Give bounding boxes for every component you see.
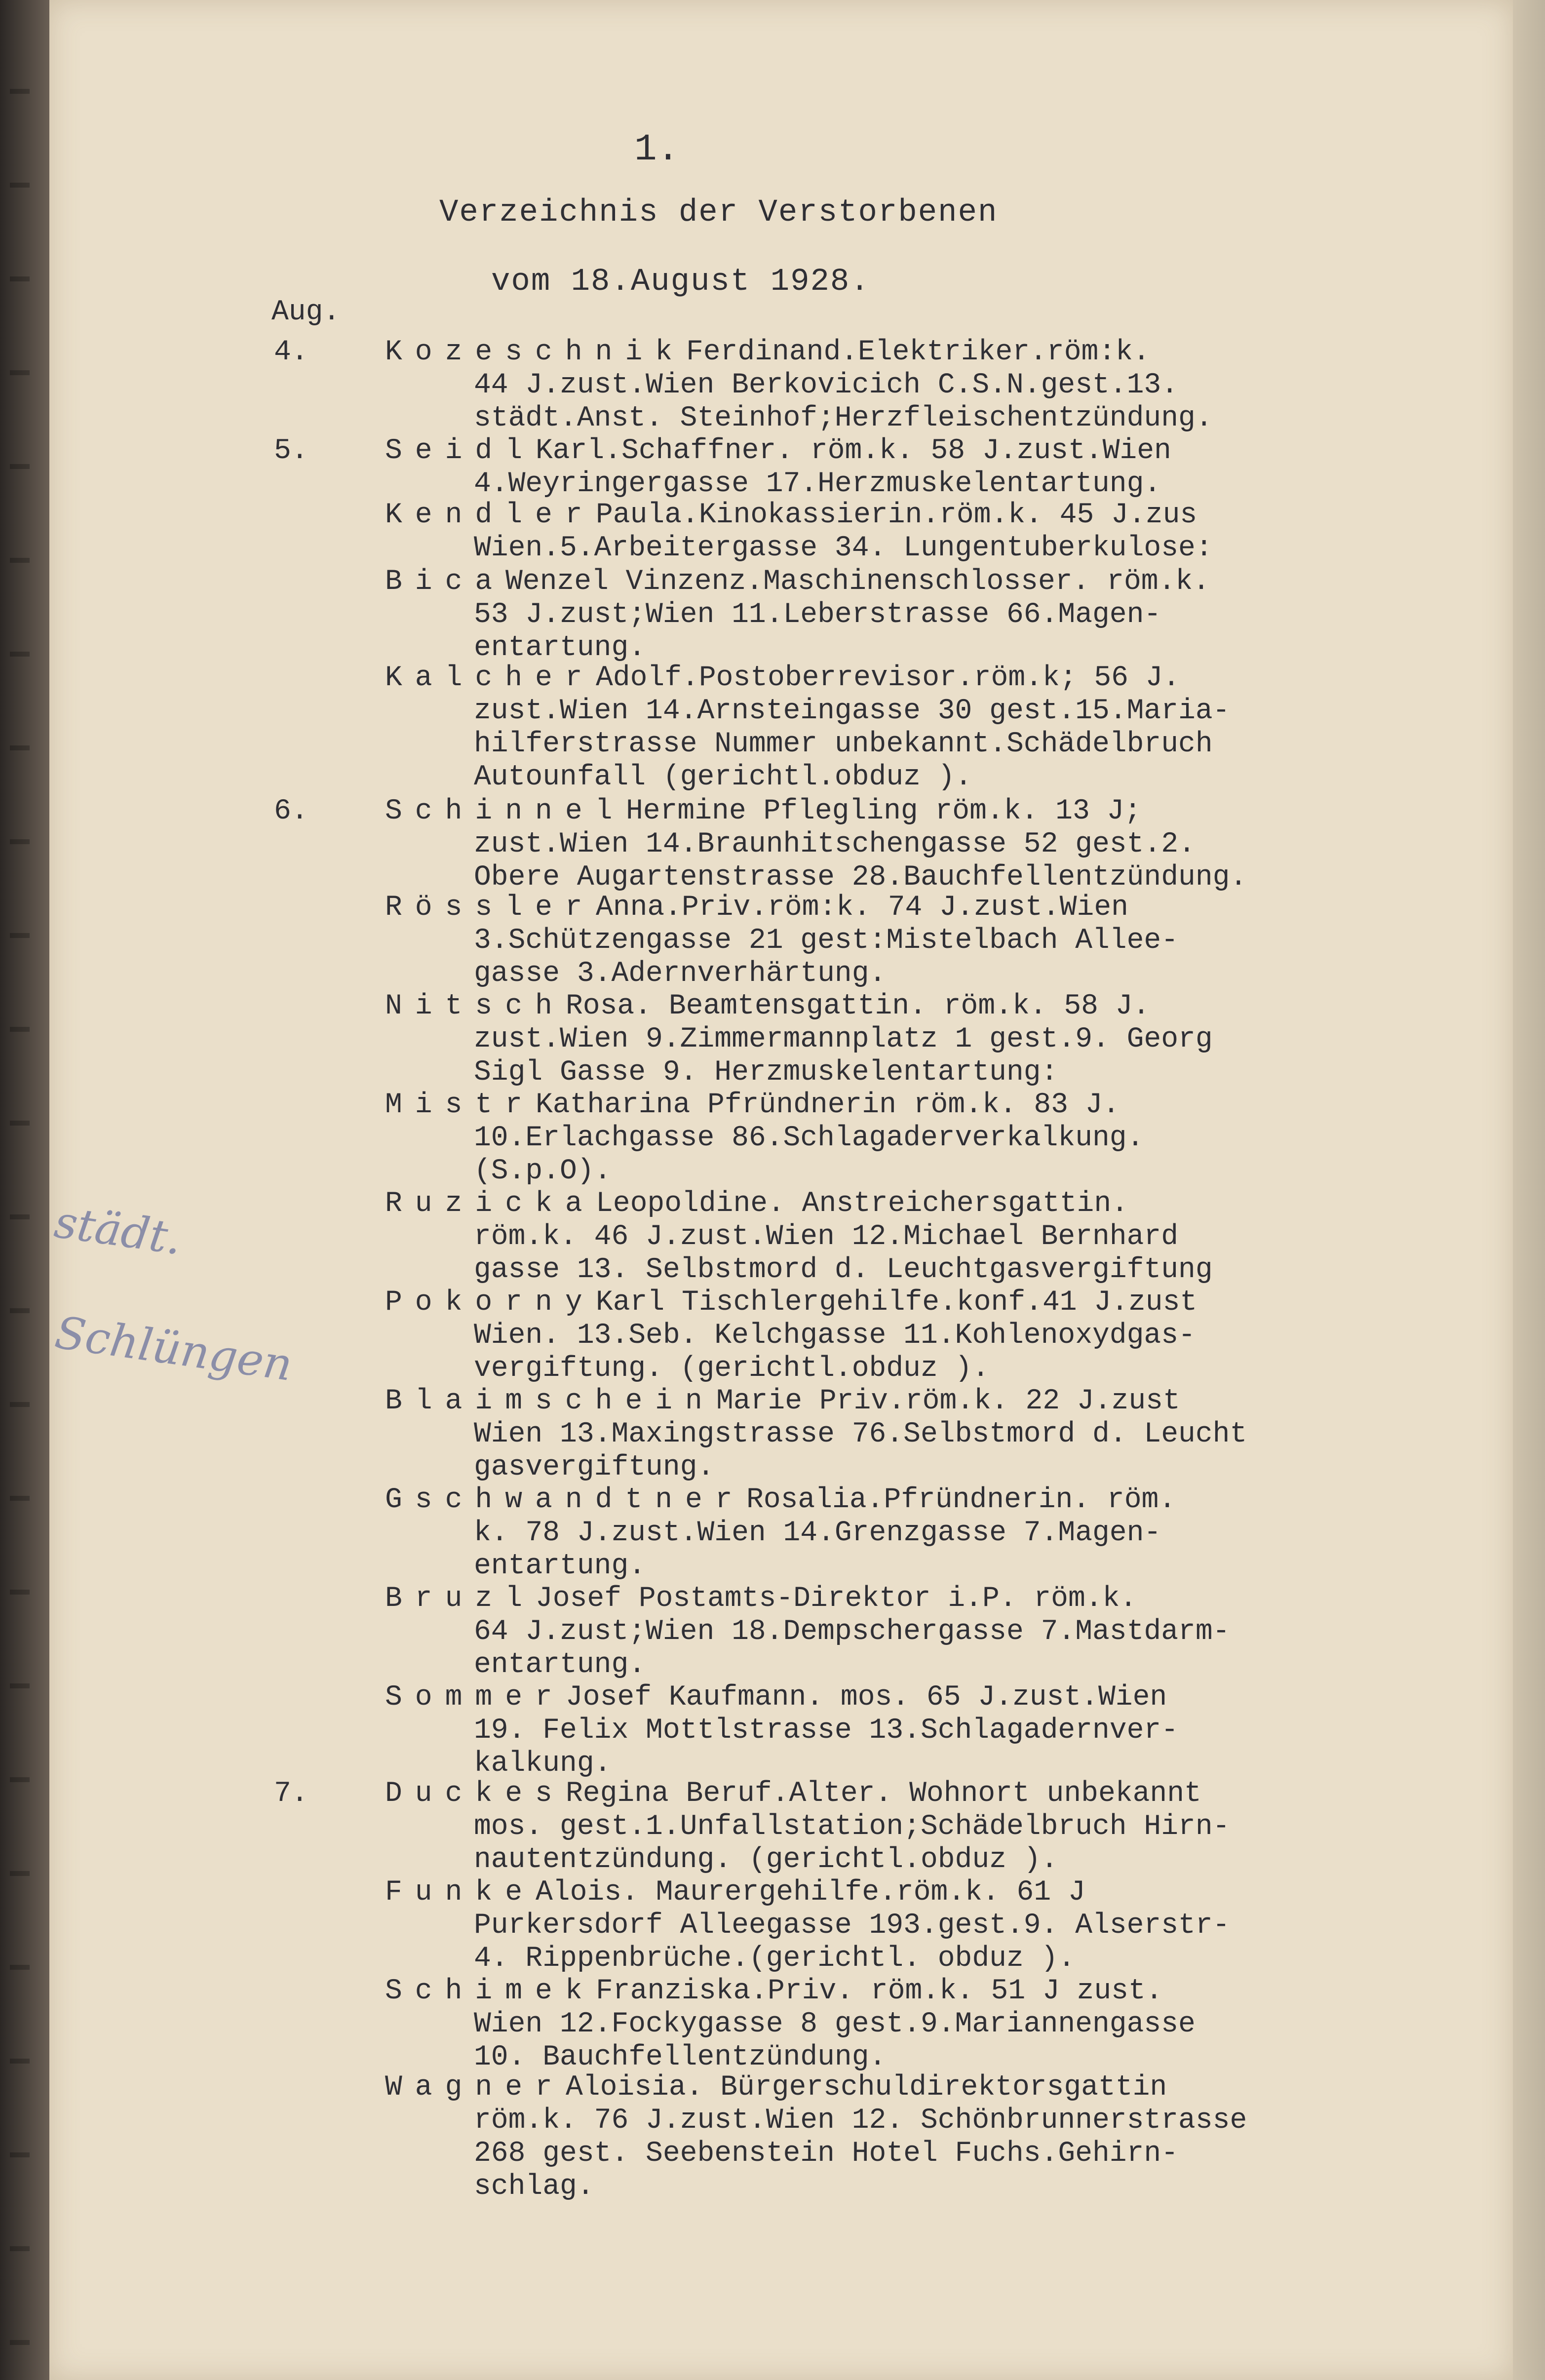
entry-line: hilferstrasse Nummer unbekannt.Schädelbruch xyxy=(474,728,1213,760)
entry-surname: Seidl xyxy=(385,435,536,467)
entry-line: Katharina Pfründnerin röm.k. 83 J. xyxy=(536,1089,1120,1121)
entry-surname: Schimek xyxy=(385,1975,595,2007)
entry-line: entartung. xyxy=(474,632,646,664)
entry-line: gasse 3.Adernverhärtung. xyxy=(474,958,887,990)
entry-day: 7. xyxy=(274,1778,309,1810)
entry-line: 19. Felix Mottlstrasse 13.Schlagadernver- xyxy=(474,1715,1179,1747)
entry-line: Karl.Schaffner. röm.k. 58 J.zust.Wien xyxy=(536,435,1171,467)
entry-surname: Nitsch xyxy=(385,990,565,1022)
entry-line: 268 gest. Seebenstein Hotel Fuchs.Gehirn- xyxy=(474,2138,1179,2170)
entry-line: Paula.Kinokassierin.röm.k. 45 J.zus xyxy=(596,499,1197,531)
entry-line: Anna.Priv.röm:k. 74 J.zust.Wien xyxy=(596,892,1128,924)
entry-line: Wien. 13.Seb. Kelchgasse 11.Kohlenoxydgas- xyxy=(474,1320,1196,1352)
entry-line: Karl Tischlergehilfe.konf.41 J.zust xyxy=(596,1287,1197,1319)
entry-line: schlag. xyxy=(474,2171,594,2203)
entry-line: 53 J.zust;Wien 11.Leberstrasse 66.Magen- xyxy=(474,599,1161,631)
entry-line: Sigl Gasse 9. Herzmuskelentartung: xyxy=(474,1056,1058,1089)
entry-line: k. 78 J.zust.Wien 14.Grenzgasse 7.Magen- xyxy=(474,1517,1161,1549)
entry-line: Leopoldine. Anstreichersgattin. xyxy=(596,1188,1128,1220)
entry-surname: Kozeschnik xyxy=(385,336,686,368)
entry-line: Wien 12.Fockygasse 8 gest.9.Mariannengasse xyxy=(474,2008,1196,2040)
entry-line: Wien.5.Arbeitergasse 34. Lungentuberkulose: xyxy=(474,532,1213,564)
entry-surname: Mistr xyxy=(385,1089,536,1121)
binding-stitches xyxy=(10,0,30,2380)
entry-day: 4. xyxy=(274,336,309,368)
entry-surname: Pokorny xyxy=(385,1287,595,1319)
entry-surname: Kendler xyxy=(385,499,595,531)
entry-line: Ferdinand.Elektriker.röm:k. xyxy=(686,336,1150,368)
entry-day: 5. xyxy=(274,435,309,467)
entry-surname: Bruzl xyxy=(385,1583,536,1615)
entry-line: 3.Schützengasse 21 gest:Mistelbach Allee- xyxy=(474,925,1179,957)
entry-line: röm.k. 46 J.zust.Wien 12.Michael Bernhard xyxy=(474,1221,1179,1253)
entry-line: Josef Postamts-Direktor i.P. röm.k. xyxy=(536,1583,1137,1615)
entry-surname: Rössler xyxy=(385,892,595,924)
entry-day: 6. xyxy=(274,795,309,827)
entry-line: mos. gest.1.Unfallstation;Schädelbruch Hirn- xyxy=(474,1811,1230,1843)
entry-line: entartung. xyxy=(474,1649,646,1681)
book-binding-edge xyxy=(0,0,49,2380)
entry-line: 10.Erlachgasse 86.Schlagaderverkalkung. xyxy=(474,1122,1144,1154)
entry-line: 4.Weyringergasse 17.Herzmuskelentartung. xyxy=(474,468,1161,500)
entry-surname: Wagner xyxy=(385,2071,565,2104)
entry-surname: Sommer xyxy=(385,1681,565,1714)
entry-line: Josef Kaufmann. mos. 65 J.zust.Wien xyxy=(566,1681,1167,1714)
month-label: Aug. xyxy=(271,296,341,328)
entry-line: gasvergiftung. xyxy=(474,1451,715,1483)
entry-surname: Duckes xyxy=(385,1778,565,1810)
entry-surname: Funke xyxy=(385,1876,536,1909)
entry-line: städt.Anst. Steinhof;Herzfleischentzündung. xyxy=(474,402,1213,434)
entry-surname: Ruzicka xyxy=(385,1188,595,1220)
page-number: 1. xyxy=(634,128,680,171)
entry-line: Rosalia.Pfründnerin. röm. xyxy=(746,1484,1176,1516)
entry-line: Wien 13.Maxingstrasse 76.Selbstmord d. Leucht xyxy=(474,1418,1247,1450)
entry-line: Rosa. Beamtensgattin. röm.k. 58 J. xyxy=(566,990,1150,1022)
page-right-edge xyxy=(1513,0,1545,2380)
entry-line: zust.Wien 9.Zimmermannplatz 1 gest.9. Georg xyxy=(474,1023,1213,1055)
entry-surname: Blaimschein xyxy=(385,1385,715,1417)
entry-line: Purkersdorf Alleegasse 193.gest.9. Alserstr- xyxy=(474,1910,1230,1942)
entry-line: vergiftung. (gerichtl.obduz ). xyxy=(474,1353,990,1385)
document-page xyxy=(49,0,1513,2380)
entry-line: Marie Priv.röm.k. 22 J.zust xyxy=(716,1385,1180,1417)
typed-register xyxy=(49,0,1513,2380)
date-line: vom 18.August 1928. xyxy=(491,264,870,300)
entry-surname: Kalcher xyxy=(385,662,595,694)
entry-line: 10. Bauchfellentzündung. xyxy=(474,2041,887,2073)
entry-line: entartung. xyxy=(474,1550,646,1582)
entry-line: Regina Beruf.Alter. Wohnort unbekannt xyxy=(566,1778,1201,1810)
entry-line: nautentzündung. (gerichtl.obduz ). xyxy=(474,1844,1058,1876)
entry-line: 44 J.zust.Wien Berkovicich C.S.N.gest.13. xyxy=(474,369,1179,401)
entry-line: Obere Augartenstrasse 28.Bauchfellentzündung. xyxy=(474,861,1247,894)
entry-line: Franziska.Priv. röm.k. 51 J zust. xyxy=(596,1975,1163,2007)
entry-line: Autounfall (gerichtl.obduz ). xyxy=(474,761,972,793)
entry-line: Alois. Maurergehilfe.röm.k. 61 J xyxy=(536,1876,1085,1909)
margin-note-handwritten: städt. xyxy=(51,1196,185,1265)
entry-line: 64 J.zust;Wien 18.Dempschergasse 7.Mastdarm- xyxy=(474,1616,1230,1648)
document-title: Verzeichnis der Verstorbenen xyxy=(439,195,998,231)
entry-line: 4. Rippenbrüche.(gerichtl. obduz ). xyxy=(474,1943,1076,1975)
entry-line: Hermine Pflegling röm.k. 13 J; xyxy=(626,795,1142,827)
entry-surname: Gschwandtner xyxy=(385,1484,745,1516)
entry-line: röm.k. 76 J.zust.Wien 12. Schönbrunnerstrasse xyxy=(474,2105,1247,2137)
entry-line: gasse 13. Selbstmord d. Leuchtgasvergiftung xyxy=(474,1254,1213,1286)
entry-line: Adolf.Postoberrevisor.röm.k; 56 J. xyxy=(596,662,1180,694)
entry-surname: Schinnel xyxy=(385,795,625,827)
entry-line: zust.Wien 14.Arnsteingasse 30 gest.15.Maria- xyxy=(474,695,1230,727)
entry-line: (S.p.O). xyxy=(474,1155,612,1187)
margin-note-handwritten: Schlüngen xyxy=(52,1306,296,1392)
entry-line: Wenzel Vinzenz.Maschinenschlosser. röm.k. xyxy=(505,566,1210,598)
entry-line: zust.Wien 14.Braunhitschengasse 52 gest.2. xyxy=(474,828,1196,860)
entry-line: Aloisia. Bürgerschuldirektorsgattin xyxy=(566,2071,1167,2104)
entry-line: kalkung. xyxy=(474,1748,612,1780)
entry-surname: Bica xyxy=(385,566,505,598)
